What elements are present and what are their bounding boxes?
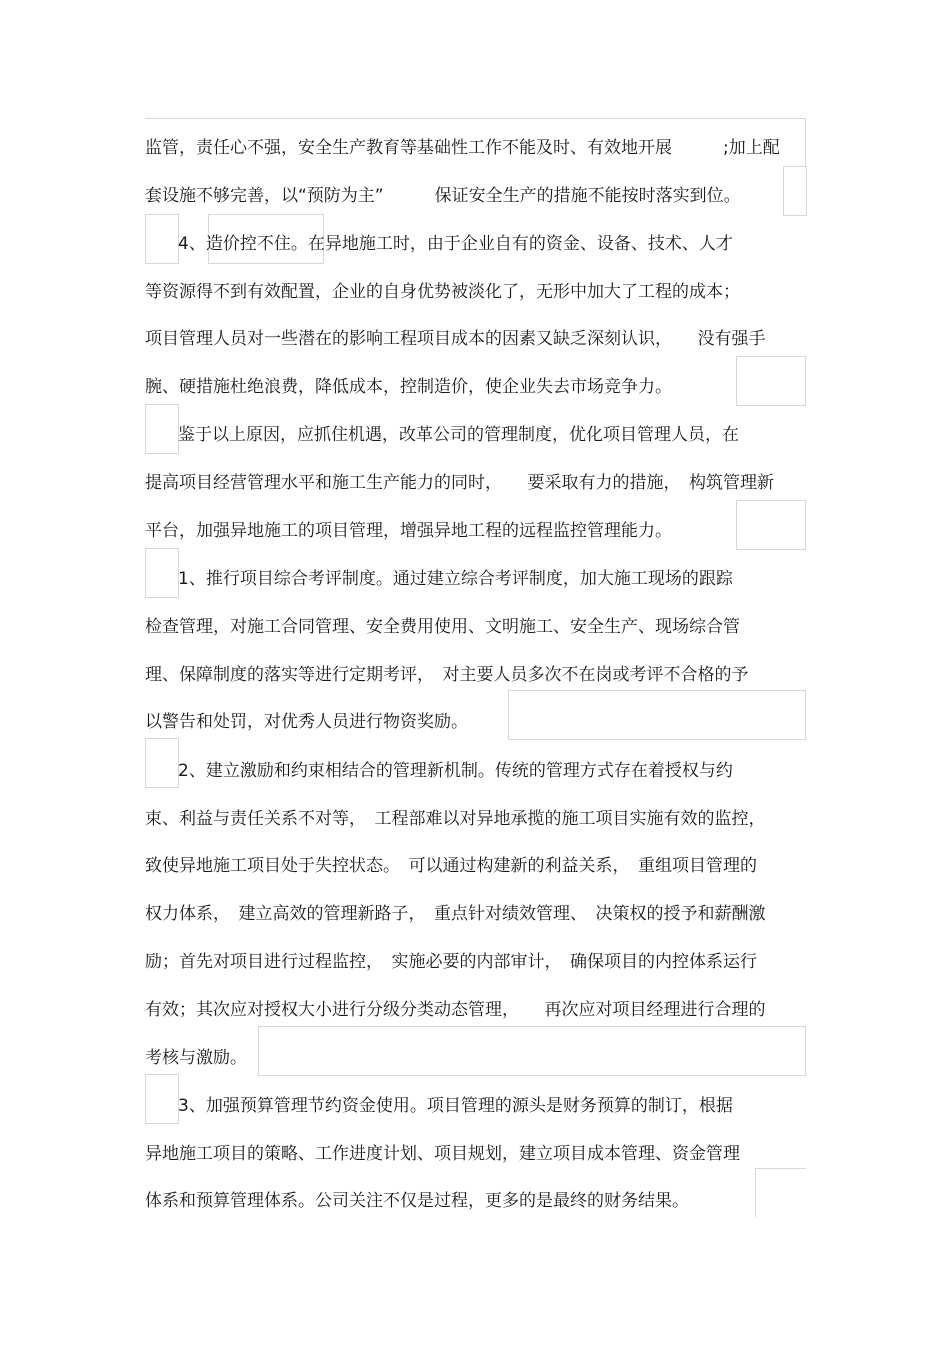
body-text-line: 有效；其次应对授权大小进行分级分类动态管理， 再次应对项目经理进行合理的 [145, 1000, 766, 1020]
body-text-line: 励；首先对项目进行过程监控， 实施必要的内部审计， 确保项目的内控体系运行 [145, 952, 757, 972]
body-text-line: 以警告和处罚，对优秀人员进行物资奖励。 [145, 712, 468, 732]
body-text-line: 1、推行项目综合考评制度。通过建立综合考评制度，加大施工现场的跟踪 [178, 569, 733, 589]
body-text-line: 致使异地施工项目处于失控状态。 可以通过构建新的利益关系， 重组项目管理的 [145, 856, 757, 876]
body-text-line: 2、建立激励和约束相结合的管理新机制。传统的管理方式存在着授权与约 [178, 761, 733, 781]
body-text-line: 鉴于以上原因，应抓住机遇，改革公司的管理制度，优化项目管理人员，在 [178, 425, 739, 445]
body-text-line: 项目管理人员对一些潜在的影响工程项目成本的因素又缺乏深刻认识， 没有强手 [145, 329, 766, 349]
scan-frame [145, 738, 179, 788]
body-text-line: 监管，责任心不强，安全生产教育等基础性工作不能及时、有效地开展 ;加上配 [145, 138, 780, 158]
body-text-line: 考核与激励。 [145, 1048, 247, 1068]
body-text-line: 体系和预算管理体系。公司关注不仅是过程，更多的是最终的财务结果。 [145, 1191, 689, 1211]
scan-frame [145, 1074, 179, 1124]
body-text-line: 异地施工项目的策略、工作进度计划、项目规划，建立项目成本管理、资金管理 [145, 1144, 740, 1164]
body-text-line: 束、利益与责任关系不对等， 工程部难以对异地承揽的施工项目实施有效的监控， [145, 809, 766, 829]
scan-frame [145, 404, 179, 454]
scan-frame [145, 548, 179, 598]
body-text-line: 提高项目经营管理水平和施工生产能力的同时， 要采取有力的措施， 构筑管理新 [145, 473, 774, 493]
body-text-line: 权力体系， 建立高效的管理新路子， 重点针对绩效管理、 决策权的授予和薪酬激 [145, 904, 766, 924]
body-text-line: 腕、硬措施杜绝浪费，降低成本，控制造价，使企业失去市场竞争力。 [145, 377, 672, 397]
body-text-line: 4、造价控不住。在异地施工时，由于企业自有的资金、设备、技术、人才 [178, 234, 733, 254]
body-text-line: 检查管理，对施工合同管理、安全费用使用、文明施工、安全生产、现场综合管 [145, 617, 740, 637]
scan-frame [145, 214, 179, 264]
body-text-line: 等资源得不到有效配置，企业的自身优势被淡化了，无形中加大了工程的成本； [145, 282, 740, 302]
body-text-line: 平台，加强异地施工的项目管理，增强异地工程的远程监控管理能力。 [145, 521, 672, 541]
body-text-line: 套设施不够完善，以“预防为主” 保证安全生产的措施不能按时落实到位。 [145, 186, 741, 206]
body-text-line: 理、保障制度的落实等进行定期考评， 对主要人员多次不在岗或考评不合格的予 [145, 665, 749, 685]
body-text-line: 3、加强预算管理节约资金使用。项目管理的源头是财务预算的制订，根据 [178, 1096, 733, 1116]
